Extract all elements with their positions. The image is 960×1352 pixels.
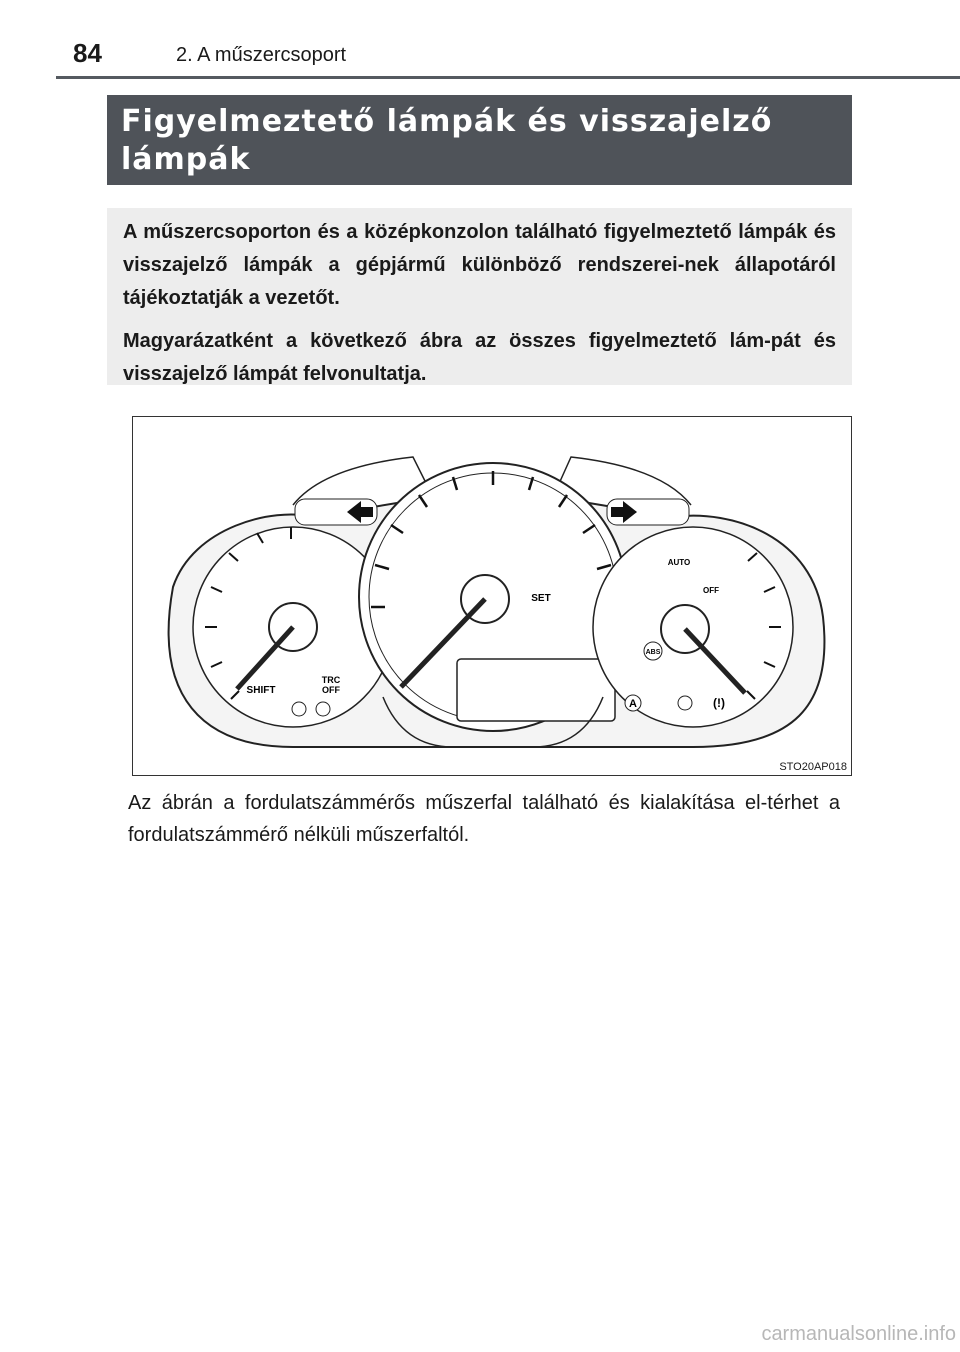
figure-caption: Az ábrán a fordulatszámmérős műszerfal található és kialakítása el-térhet a fordulatszámmérő nélküli műszerfaltól.	[128, 792, 840, 846]
abs-label: ABS	[645, 649, 661, 656]
page-number: 84	[73, 38, 102, 68]
instrument-cluster-drawing	[133, 417, 851, 775]
indicator-lamp-1	[292, 702, 306, 716]
trc-label: TRC	[321, 675, 341, 685]
instrument-cluster-figure	[132, 416, 852, 776]
a-label: A	[629, 698, 637, 710]
shift-label: SHIFT	[246, 685, 276, 696]
tire-pressure-warning-label: (!)	[713, 696, 725, 710]
indicator-lamp-3	[678, 696, 692, 710]
summary-paragraph-2: Magyarázatként a következő ábra az összes figyelmeztető lám-pát és visszajelző lámpát felvonultatja.	[123, 330, 836, 385]
trc-off-label: OFF	[322, 685, 340, 695]
auto-label: AUTO	[667, 558, 691, 567]
summary-box	[107, 208, 852, 385]
section-title-band	[107, 95, 852, 185]
figure-code: STO20AP018	[779, 761, 847, 773]
set-label: SET	[531, 593, 551, 604]
header-rule	[56, 76, 960, 79]
multi-info-display	[457, 659, 615, 721]
indicator-lamp-2	[316, 702, 330, 716]
section-title: Figyelmeztető lámpák és visszajelző lámpák	[121, 104, 773, 177]
off-label: OFF	[703, 586, 719, 595]
chapter-title: 2. A műszercsoport	[176, 44, 347, 66]
watermark: carmanualsonline.info	[761, 1323, 956, 1345]
summary-paragraph-1: A műszercsoporton és a középkonzolon található figyelmeztető lámpák és visszajelző lámpák a gépjármű különböző rendszerei-nek állapotáról tájékoztatják a vezetőt.	[123, 221, 836, 309]
